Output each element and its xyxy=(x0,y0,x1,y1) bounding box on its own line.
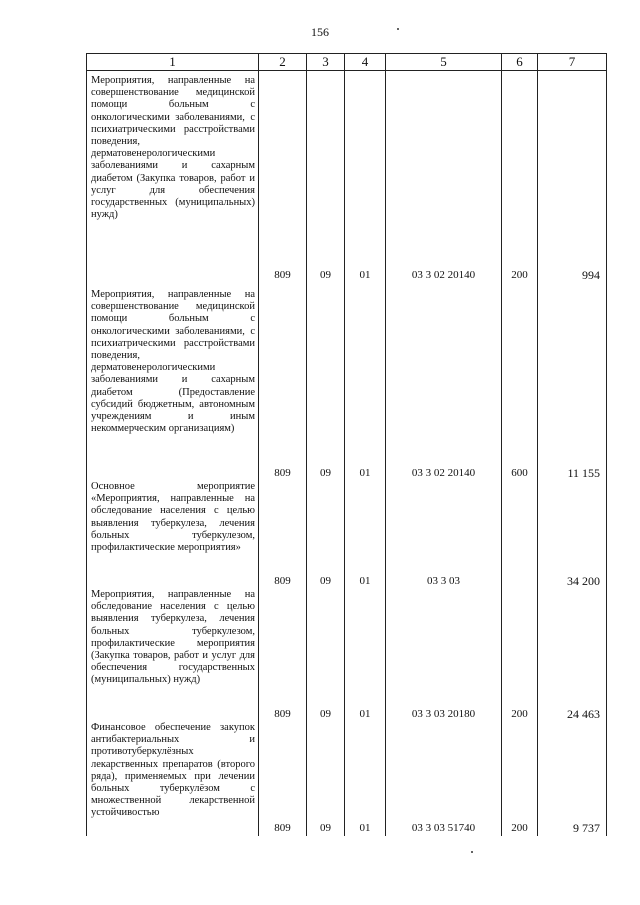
row-ministry-code: 809 xyxy=(259,722,307,836)
row-amount: 24 463 xyxy=(538,589,607,722)
budget-table xyxy=(86,53,607,836)
row-subsection-code: 01 xyxy=(345,283,386,481)
table-row xyxy=(87,589,607,722)
scan-speck xyxy=(471,851,473,853)
row-amount: 11 155 xyxy=(538,283,607,481)
row-target-article: 03 3 02 20140 xyxy=(386,71,502,284)
header-col-6: 6 xyxy=(502,54,538,71)
table-row xyxy=(87,481,607,589)
row-section-code: 09 xyxy=(307,71,345,284)
header-col-4: 4 xyxy=(345,54,386,71)
header-col-1: 1 xyxy=(87,54,259,71)
row-section-code: 09 xyxy=(307,283,345,481)
row-expense-type: 200 xyxy=(502,722,538,836)
row-target-article: 03 3 03 20180 xyxy=(386,589,502,722)
row-ministry-code: 809 xyxy=(259,71,307,284)
row-target-article: 03 3 02 20140 xyxy=(386,283,502,481)
row-expense-type: 200 xyxy=(502,589,538,722)
table-row xyxy=(87,71,607,284)
row-section-code: 09 xyxy=(307,589,345,722)
row-name: Основное мероприятие «Мероприятия, направленные на обследование населения с целью выявления туберкулеза, лечения больных туберкулезом, профилактические мероприятия» xyxy=(87,481,259,589)
row-name: Мероприятия, направленные на совершенствование медицинской помощи больным с онкологическими заболеваниями, с психиатрическими расстройствами поведения, дерматовенерологическими заболеваниями и сахарным диабетом (Закупка товаров, работ и услуг для обеспечения государственных (муниципальных) нужд) xyxy=(87,71,259,284)
header-col-2: 2 xyxy=(259,54,307,71)
row-target-article: 03 3 03 51740 xyxy=(386,722,502,836)
header-row xyxy=(87,54,607,71)
row-name: Мероприятия, направленные на обследование населения с целью выявления туберкулеза, лечения больных туберкулезом, профилактические мероприятия (Закупка товаров, работ и услуг для обеспечения государственных (муниципальных) нужд) xyxy=(87,589,259,722)
header-col-3: 3 xyxy=(307,54,345,71)
page-number: 156 xyxy=(311,25,329,39)
row-section-code: 09 xyxy=(307,722,345,836)
row-subsection-code: 01 xyxy=(345,71,386,284)
scan-speck xyxy=(397,28,399,30)
row-name: Мероприятия, направленные на совершенствование медицинской помощи больным с онкологическими заболеваниями, с психиатрическими расстройствами поведения, дерматовенерологическими заболеваниями и сахарным диабетом (Предоставление субсидий бюджетным, автономным учреждениям и иным некоммерческим организациям) xyxy=(87,283,259,481)
header-col-7: 7 xyxy=(538,54,607,71)
row-subsection-code: 01 xyxy=(345,589,386,722)
row-target-article: 03 3 03 xyxy=(386,481,502,589)
row-amount: 9 737 xyxy=(538,722,607,836)
row-amount: 34 200 xyxy=(538,481,607,589)
row-ministry-code: 809 xyxy=(259,283,307,481)
row-expense-type: 200 xyxy=(502,71,538,284)
row-ministry-code: 809 xyxy=(259,481,307,589)
table-row xyxy=(87,722,607,836)
row-amount: 994 xyxy=(538,71,607,284)
row-subsection-code: 01 xyxy=(345,481,386,589)
row-subsection-code: 01 xyxy=(345,722,386,836)
row-ministry-code: 809 xyxy=(259,589,307,722)
row-section-code: 09 xyxy=(307,481,345,589)
header-col-5: 5 xyxy=(386,54,502,71)
table-row xyxy=(87,283,607,481)
row-expense-type xyxy=(502,481,538,589)
row-name: Финансовое обеспечение закупок антибактериальных и противотуберкулёзных лекарственных препаратов (второго ряда), применяемых при лечении больных туберкулёзом с множественной лекарственной устойчивостью xyxy=(87,722,259,836)
row-expense-type: 600 xyxy=(502,283,538,481)
